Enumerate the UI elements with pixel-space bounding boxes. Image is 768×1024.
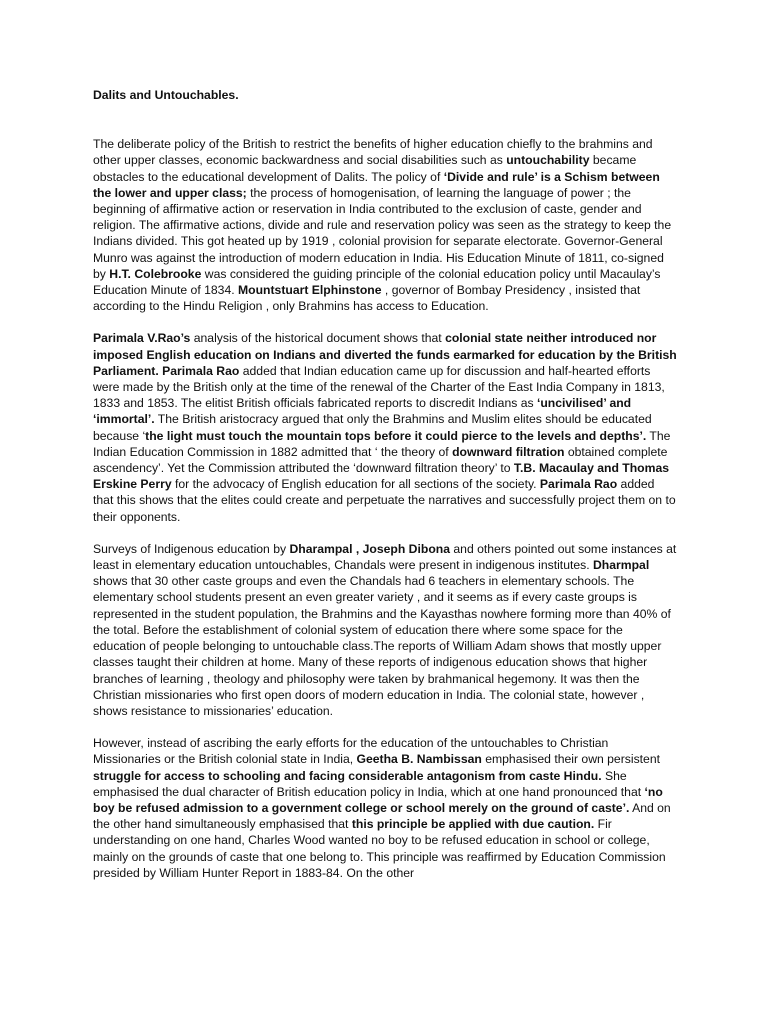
bold-text-run: T.B. Macaulay and Thomas Erskine Perry: [93, 461, 670, 492]
text-run: shows that 30 other caste groups and even the Chandals had 6 teachers in elementary schools. The elementary school students present an even greater variety , and it seems as if every caste groups is represented in the student population, the Brahmins and the Kayasthas nowhere forming more than 40% of the total. Before the establishment of colonial system of education there where some space for the education of people belonging to untouchable class.The reports of William Adam shows that mostly upper classes taught their children at home. Many of these reports of indigenous education shows that higher branches of learning , theology and philosophy were taken by brahmanical hegemony. It was then the Christian missionaries who first open doors of modern education in India. The colonial state, however , shows resistance to missionaries’ education.: [93, 574, 671, 718]
document-body: [93, 136, 678, 881]
text-run: , governor of Bombay Presidency , insisted that according to the Hindu Religion , only Brahmins has access to Education.: [93, 283, 641, 314]
text-run: The British aristocracy argued that only the Brahmins and Muslim elites should be educated because ‘: [93, 412, 652, 443]
text-run: However, instead of ascribing the early efforts for the education of the untouchables to Christian Missionaries or the British colonial state in India,: [93, 736, 609, 767]
bold-text-run: Parimala Rao: [539, 477, 618, 492]
bold-text-run: Geetha B. Nambissan: [356, 752, 482, 767]
paragraph: [93, 735, 678, 881]
bold-text-run: struggle for access to schooling and facing considerable antagonism from caste Hindu.: [93, 768, 602, 783]
text-run: the process of homogenisation, of learning the language of power ; the beginning of affirmative action or reservation in India contributed to the exclusion of caste, gender and religion. The affirmative actions, divide and rule and reservation policy was seen as the strategy to keep the Indians divided. This got heated up by 1919 , colonial provision for separate electorate. Governor-General Munro was against the introduction of modern education in India. His Education Minute of 1811, co-signed by: [93, 185, 672, 281]
text-run: Surveys of Indigenous education by: [93, 541, 290, 556]
bold-text-run: colonial state neither introduced nor imposed English education on Indians and diverted the funds earmarked for education by the British Parliament.: [93, 331, 677, 378]
paragraph: [93, 330, 678, 524]
bold-text-run: untouchability: [506, 153, 590, 168]
text-run: for the advocacy of English education for all sections of the society.: [171, 477, 540, 492]
bold-text-run: Mountstuart Elphinstone: [238, 283, 382, 298]
paragraph: [93, 136, 678, 314]
text-run: The Indian Education Commission in 1882 admitted that ‘ the theory of: [93, 428, 671, 459]
text-run: obtained complete ascendency’. Yet the Commission attributed the ‘downward filtration theory’ to: [93, 444, 668, 476]
paragraph: [93, 541, 678, 719]
bold-text-run: Parimala V.Rao’s: [93, 331, 191, 346]
bold-text-run: ‘no boy be refused admission to a government college or school merely on the ground of caste’.: [93, 784, 663, 815]
bold-text-run: H.T. Colebrooke: [109, 266, 202, 281]
text-run: added that this shows that the elites could create and perpetuate the narratives and successfully project them on to their opponents.: [93, 477, 676, 524]
bold-text-run: ‘Divide and rule’ is a Schism between the lower and upper class;: [93, 169, 660, 200]
bold-text-run: Dharampal , Joseph Dibona: [289, 541, 450, 556]
text-run: She emphasised the dual character of British education policy in India, which at one hand pronounced that: [93, 768, 645, 799]
text-run: became obstacles to the educational development of Dalits. The policy of: [93, 153, 637, 184]
text-run: added that Indian education came up for discussion and half-hearted efforts were made by the British only at the time of the renewal of the Charter of the East India Company in 1813, 1833 and 1853. The elitist British officials fabricated reports to discredit Indians as: [93, 363, 665, 411]
text-run: And on the other hand simultaneously emphasised that: [93, 800, 671, 832]
bold-text-run: Parimala Rao: [162, 363, 240, 378]
bold-text-run: the light must touch the mountain tops before it could pierce to the levels and depths’.: [145, 428, 647, 443]
text-run: was considered the guiding principle of the colonial education policy until Macaulay’s Education Minute of 1834.: [93, 266, 661, 298]
text-run: and others pointed out some instances at least in elementary education untouchables, Chandals were present in indigenous institutes.: [93, 541, 677, 573]
bold-text-run: downward filtration: [452, 444, 565, 459]
bold-text-run: ‘uncivilised’ and ‘immortal’.: [93, 396, 632, 427]
text-run: The deliberate policy of the British to restrict the benefits of higher education chiefly to the brahmins and other upper classes, economic backwardness and social disabilities such as: [93, 137, 653, 168]
text-run: Fir understanding on one hand, Charles Wood wanted no boy to be refused education in school or college, mainly on the grounds of caste that one belong to. This principle was reaffirmed by Education Commission presided by William Hunter Report in 1883-84. On the other: [93, 817, 666, 880]
text-run: emphasised their own persistent: [481, 752, 660, 767]
bold-text-run: Dharmpal: [593, 558, 650, 573]
bold-text-run: this principle be applied with due caution.: [351, 817, 595, 832]
document-title: Dalits and Untouchables.: [93, 88, 239, 102]
text-run: analysis of the historical document shows that: [190, 331, 446, 346]
